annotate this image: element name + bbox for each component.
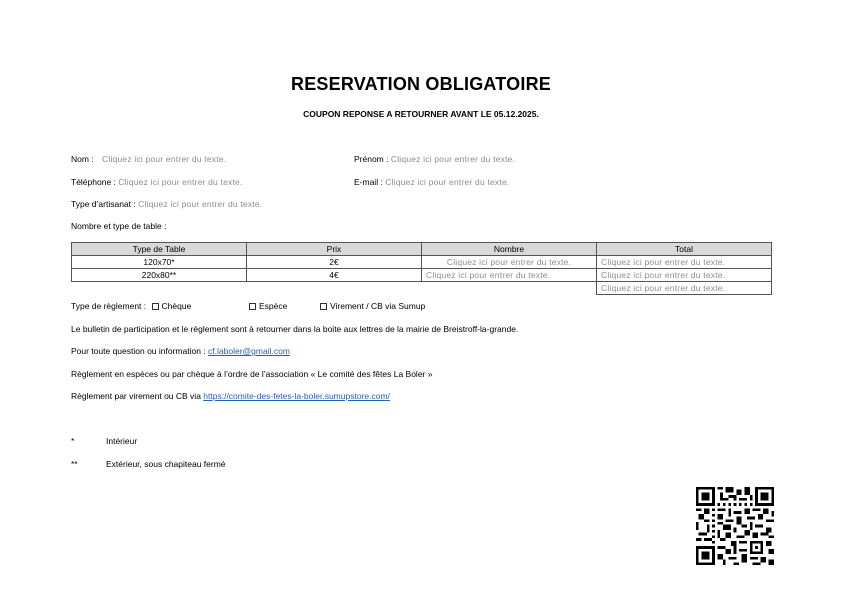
cb-prefix: Règlement par virement ou CB via [71, 391, 201, 401]
artisanat-field[interactable]: Cliquez ici pour entrer du texte. [138, 199, 263, 209]
return-note: Le bulletin de participation et le règlement sont à retourner dans la boite aux lettres de la mairie de Breistroff-la-grande. [71, 324, 519, 334]
nom-row [71, 154, 226, 164]
qr-code-icon [696, 487, 774, 565]
nom-label: Nom : [71, 154, 94, 164]
grand-total-field[interactable]: Cliquez ici pour entrer du texte. [597, 282, 772, 295]
cb-row [71, 391, 390, 401]
checkbox-icon[interactable] [152, 303, 159, 310]
header-type: Type de Table [72, 243, 247, 256]
payment-option-espece[interactable]: Espèce [249, 301, 287, 311]
table-row [72, 282, 772, 295]
nom-field[interactable]: Cliquez ici pour entrer du texte. [102, 154, 227, 164]
checkbox-icon[interactable] [320, 303, 327, 310]
prenom-row [354, 154, 515, 164]
question-row [71, 346, 290, 356]
nombre-field[interactable]: Cliquez ici pour entrer du texte. [422, 256, 597, 269]
checkbox-icon[interactable] [249, 303, 256, 310]
telephone-row [71, 177, 243, 187]
table-intro: Nombre et type de table : [71, 221, 167, 231]
page-title: RESERVATION OBLIGATOIRE [291, 74, 551, 94]
prenom-label: Prénom : [354, 154, 389, 164]
telephone-field[interactable]: Cliquez ici pour entrer du texte. [118, 177, 243, 187]
empty-cell [247, 282, 422, 295]
payment-option-cheque[interactable]: Chèque [152, 301, 192, 311]
nombre-field[interactable]: Cliquez ici pour entrer du texte. [422, 269, 597, 282]
cell-prix: 4€ [247, 269, 422, 282]
payment-option-virement[interactable]: Virement / CB via Sumup [320, 301, 425, 311]
total-field[interactable]: Cliquez ici pour entrer du texte. [597, 256, 772, 269]
email-link[interactable]: cf.laboler@gmail.com [208, 346, 290, 356]
cell-prix: 2€ [247, 256, 422, 269]
page-subtitle: COUPON REPONSE A RETOURNER AVANT LE 05.12.2025. [303, 109, 539, 119]
header-nombre: Nombre [422, 243, 597, 256]
total-field[interactable]: Cliquez ici pour entrer du texte. [597, 269, 772, 282]
cell-type: 120x70* [72, 256, 247, 269]
table-row [72, 256, 772, 269]
email-row [354, 177, 509, 187]
question-prefix: Pour toute question ou information : [71, 346, 206, 356]
table-row [72, 269, 772, 282]
artisanat-label: Type d’artisanat : [71, 199, 136, 209]
header-total: Total [597, 243, 772, 256]
prenom-field[interactable]: Cliquez ici pour entrer du texte. [390, 154, 516, 164]
footnote-2-text: Extérieur, sous chapiteau fermé [106, 459, 226, 469]
email-label: E-mail : [354, 177, 383, 187]
sumup-link[interactable]: https://comite-des-fetes-la-boler.sumupstore.com/ [203, 391, 390, 401]
cell-type: 220x80** [72, 269, 247, 282]
footnote-1-text: Intérieur [106, 436, 138, 446]
empty-cell [72, 282, 247, 295]
artisanat-row [71, 199, 262, 209]
header-prix: Prix [247, 243, 422, 256]
footnote-2-mark: ** [71, 459, 78, 469]
cheque-note: Règlement en espèces ou par chèque à l’ordre de l’association « Le comité des fêtes La Boler » [71, 369, 433, 379]
footnote-1-mark: * [71, 436, 75, 446]
empty-cell [422, 282, 597, 295]
payment-row [71, 301, 426, 311]
payment-label: Type de règlement : [71, 301, 147, 311]
email-field[interactable]: Cliquez ici pour entrer du texte. [385, 177, 510, 187]
telephone-label: Téléphone : [71, 177, 116, 187]
table-rates [71, 242, 772, 295]
